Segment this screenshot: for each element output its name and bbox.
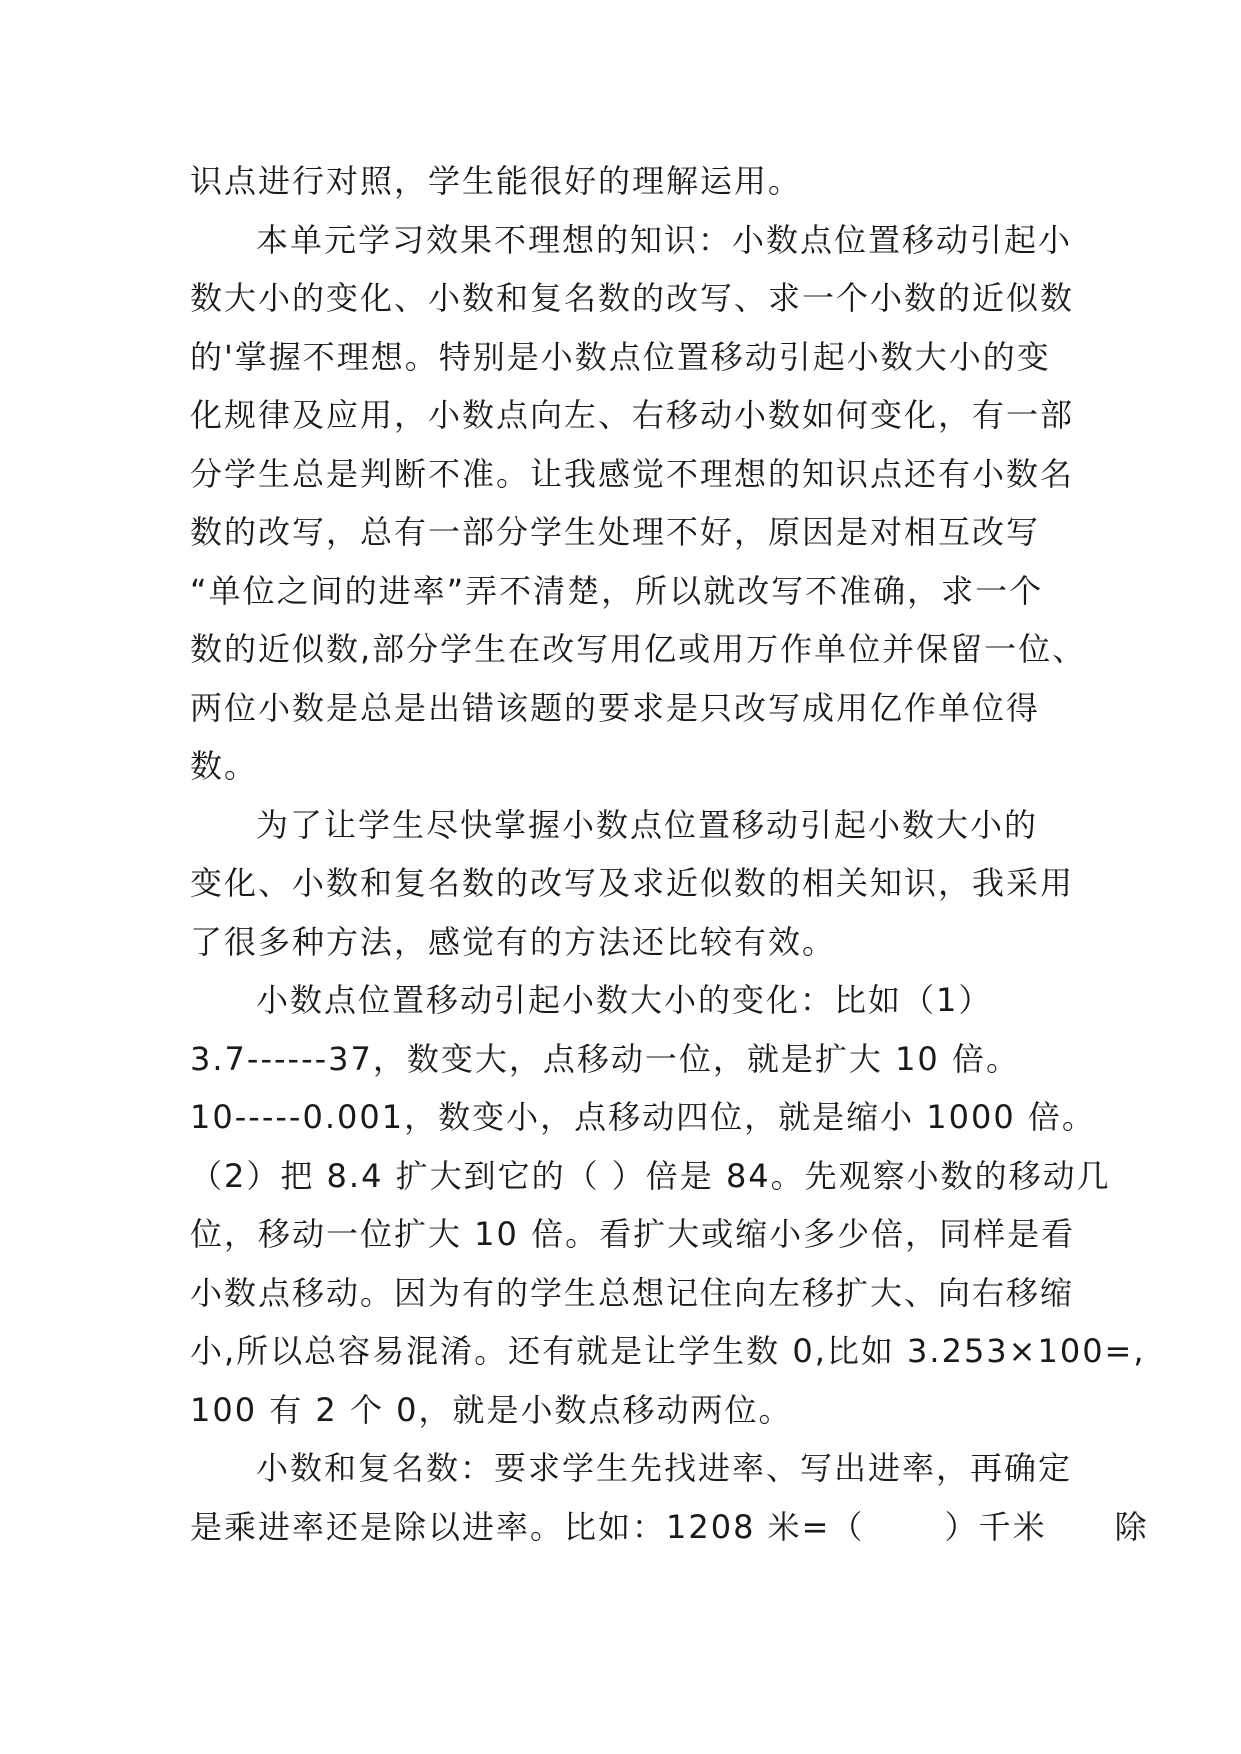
text-line: 小,所以总容易混淆。还有就是让学生数 0,比如 3.253×100=, (190, 1332, 1146, 1370)
text-line: 小数和复名数：要求学生先找进率、写出进率，再确定 (256, 1449, 1073, 1487)
text-line: “单位之间的进率”弄不清楚，所以就改写不准确，求一个 (190, 571, 1044, 610)
text-line: 数的改写，总有一部分学生处理不好，原因是对相互改写 (190, 513, 1041, 551)
text-line: 识点进行对照，学生能很好的理解运用。 (190, 162, 803, 200)
text-line: 了很多种方法，感觉有的方法还比较有效。 (190, 922, 837, 961)
text-line: 小数点移动。因为有的学生总想记住向左移扩大、向右移缩 (190, 1273, 1075, 1312)
text-line: 两位小数是总是出错该题的要求是只改写成用亿作单位得 (190, 688, 1041, 727)
text-line: 的'掌握不理想。特别是小数点位置移动引起小数大小的变 (190, 337, 1051, 376)
paragraph (190, 211, 1087, 796)
text-line: 变化、小数和复名数的改写及求近似数的相关知识，我采用 (190, 864, 1075, 902)
text-line: 100 有 2 个 0，就是小数点移动两位。 (190, 1390, 793, 1429)
text-line: 本单元学习效果不理想的知识：小数点位置移动引起小 (256, 220, 1073, 259)
text-line: 位，移动一位扩大 10 倍。看扩大或缩小多少倍，同样是看 (190, 1215, 1076, 1253)
paragraph (190, 796, 1075, 972)
document-body (190, 152, 1149, 1556)
text-line: 为了让学生尽快掌握小数点位置移动引起小数大小的 (256, 805, 1039, 844)
text-line: 数大小的变化、小数和复名数的改写、求一个小数的近似数 (190, 279, 1075, 317)
text-line: 数的近似数,部分学生在改写用亿或用万作单位并保留一位、 (190, 630, 1087, 668)
text-line: （2）把 8.4 扩大到它的（ ）倍是 84。先观察小数的移动几 (190, 1156, 1111, 1195)
text-line: 数。 (190, 747, 259, 785)
paragraph (190, 971, 1146, 1439)
text-line: 分学生总是判断不准。让我感觉不理想的知识点还有小数名 (190, 454, 1075, 493)
text-line: 小数点位置移动引起小数大小的变化：比如（1） (256, 981, 993, 1019)
text-line: 3.7------37，数变大，点移动一位，就是扩大 10 倍。 (190, 1039, 1020, 1078)
text-line: 化规律及应用，小数点向左、右移动小数如何变化，有一部 (190, 396, 1075, 434)
text-line: 10-----0.001，数变小，点移动四位，就是缩小 1000 倍。 (190, 1098, 1096, 1136)
text-line: 是乘进率还是除以进率。比如：1208 米=（ ）千米 除 (190, 1507, 1149, 1546)
paragraph (190, 1439, 1149, 1556)
paragraph (190, 152, 1070, 211)
